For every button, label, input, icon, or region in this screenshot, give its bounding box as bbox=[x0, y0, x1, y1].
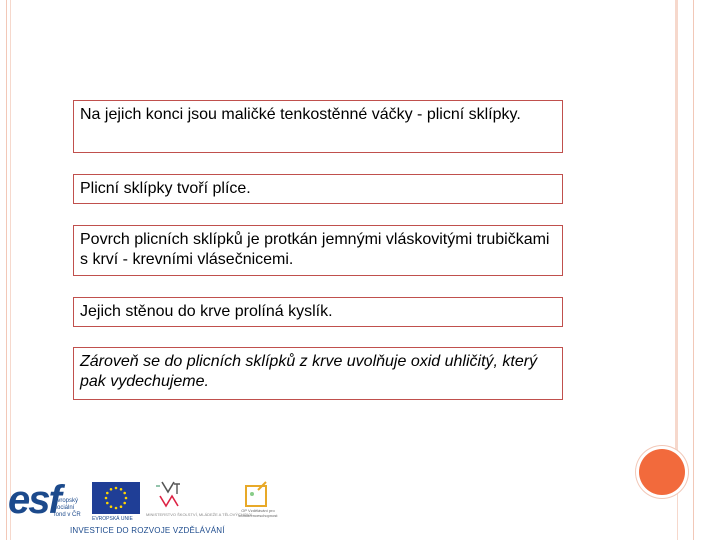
decorative-bar bbox=[675, 0, 678, 455]
msmt-mark-icon bbox=[144, 478, 194, 512]
text-box-5-text: Zároveň se do plicních sklípků z krve uvolňuje oxid uhličitý, který pak vydechujeme. bbox=[80, 353, 538, 390]
esf-logo bbox=[6, 480, 86, 524]
text-box-4-text: Jejich stěnou do krve prolíná kyslík. bbox=[80, 303, 333, 320]
text-box-1-highlight: plicní sklípky bbox=[426, 106, 517, 123]
text-box-2-tail: . bbox=[246, 180, 251, 197]
investment-caption: INVESTICE DO ROZVOJE VZDĚLÁVÁNÍ bbox=[70, 526, 225, 535]
text-box-1-tail: . bbox=[516, 106, 521, 123]
text-box-1 bbox=[73, 100, 563, 153]
text-box-3-text: Povrch plicních sklípků je protkán jemnými vláskovitými trubičkami s krví - krevními vlásečnicemi. bbox=[80, 231, 550, 268]
text-box-3 bbox=[73, 225, 563, 276]
esf-logo-caption: evropský sociální fond v ČR bbox=[54, 498, 81, 518]
eu-caption: EVROPSKÁ UNIE bbox=[92, 516, 133, 522]
text-box-2-highlight: plíce bbox=[212, 180, 247, 197]
esf-logo-mark: esf bbox=[8, 478, 60, 522]
decorative-circle bbox=[639, 449, 685, 495]
msmt-caption: MINISTERSTVO ŠKOLSTVÍ, MLÁDEŽE A TĚLOVÝCHOVY bbox=[146, 512, 253, 517]
eu-logo bbox=[92, 482, 142, 522]
eu-flag-icon bbox=[92, 482, 140, 514]
op-caption: OP Vzdělávání pro konkurenceschopnost bbox=[238, 508, 278, 518]
text-box-4 bbox=[73, 297, 563, 327]
text-box-1-text: Na jejich konci jsou maličké tenkostěnné váčky - bbox=[80, 106, 427, 123]
text-box-2 bbox=[73, 174, 563, 204]
text-box-2-text: Plicní sklípky tvoří bbox=[80, 180, 213, 197]
msmt-logo bbox=[144, 478, 253, 522]
op-mark-icon bbox=[238, 480, 278, 510]
op-logo bbox=[228, 478, 288, 524]
footer-logos bbox=[6, 478, 296, 540]
text-box-5 bbox=[73, 347, 563, 400]
